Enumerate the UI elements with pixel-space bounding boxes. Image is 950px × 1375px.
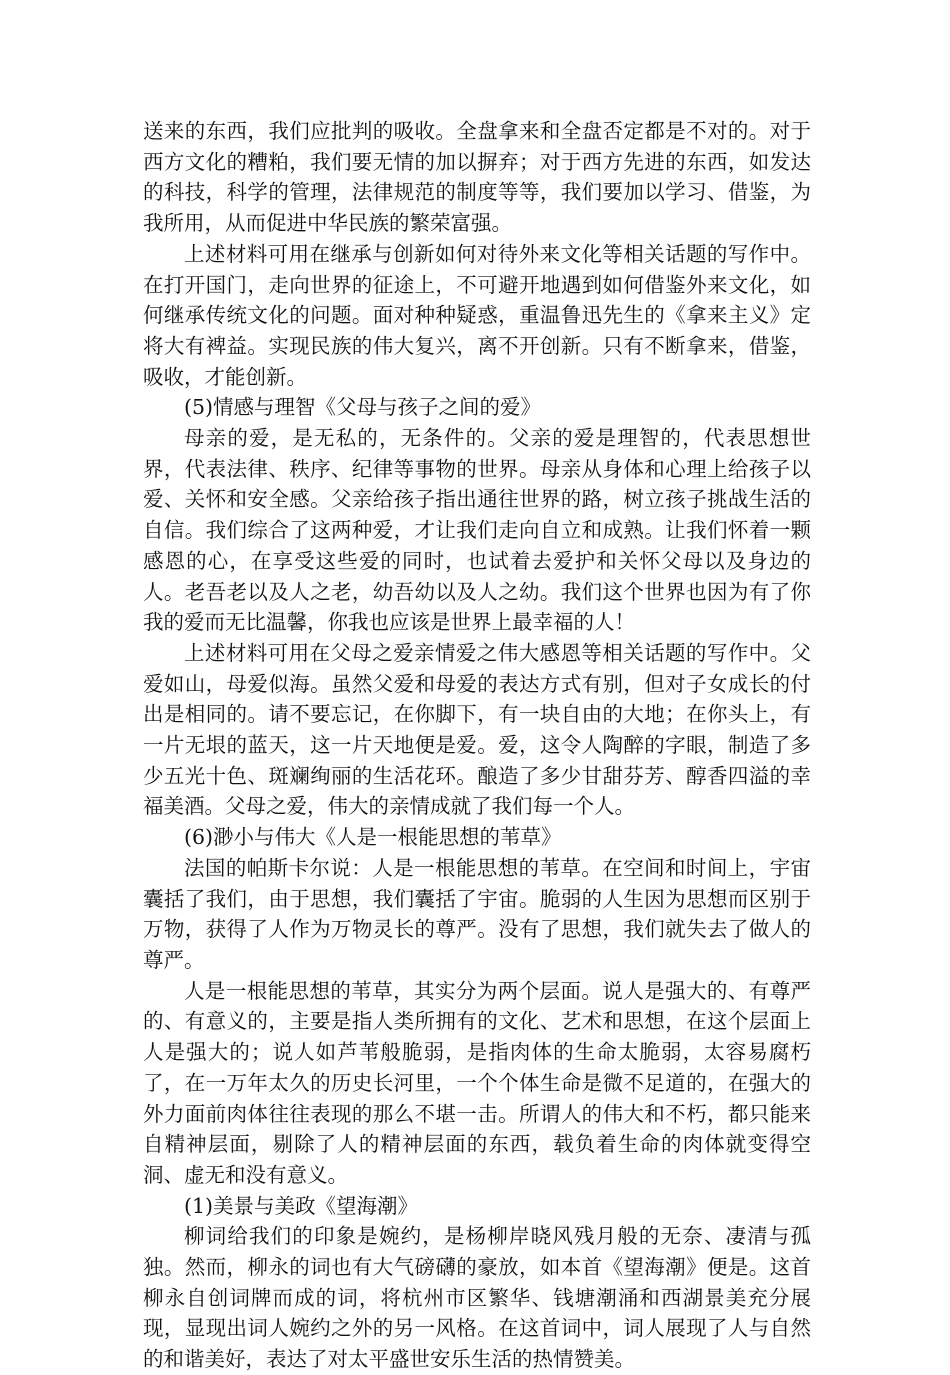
paragraph-continuation: 送来的东西，我们应批判的吸收。全盘拿来和全盘否定都是不对的。对于西方文化的糟粕，我们要无情的加以摒弃；对于西方先进的东西，如发达的科技，科学的管理，法律规范的制度等等，我们要加以学习、借鉴，为我所用，从而促进中华民族的繁荣富强。 bbox=[143, 119, 811, 236]
paragraph-material: 母亲的爱，是无私的，无条件的。父亲的爱是理智的，代表思想世界，代表法律、秩序、纪律等事物的世界。母亲从身体和心理上给孩子以爱、关怀和安全感。父亲给孩子指出通往世界的路，树立孩子挑战生活的自信。我们综合了这两种爱，才让我们走向自立和成熟。让我们怀着一颗感恩的心，在享受这些爱的同时，也试着去爱护和关怀父母以及身边的人。老吾老以及人之老，幼吾幼以及人之幼。我们这个世界也因为有了你我的爱而无比温馨，你我也应该是世界上最幸福的人！ bbox=[143, 426, 811, 635]
paragraph-material: 柳词给我们的印象是婉约，是杨柳岸晓风残月般的无奈、凄清与孤独。然而，柳永的词也有大气磅礴的豪放，如本首《望海潮》便是。这首柳永自创词牌而成的词，将杭州市区繁华、钱塘潮涌和西湖景美充分展现，显现出词人婉约之外的另一风格。在这首词中，词人展现了人与自然的和谐美好，表达了对太平盛世安乐生活的热情赞美。 bbox=[143, 1224, 811, 1372]
section-heading: (6)渺小与伟大《人是一根能思想的苇草》 bbox=[184, 825, 562, 850]
section-heading: (5)情感与理智《父母与孩子之间的爱》 bbox=[184, 395, 542, 420]
paragraph-commentary: 上述材料可用在继承与创新如何对待外来文化等相关话题的写作中。在打开国门，走向世界的征途上，不可避开地遇到如何借鉴外来文化，如何继承传统文化的问题。面对种种疑惑，重温鲁迅先生的《拿来主义》定将大有裨益。实现民族的伟大复兴，离不开创新。只有不断拿来，借鉴，吸收，才能创新。 bbox=[143, 241, 811, 389]
document-body bbox=[143, 116, 811, 1375]
paragraph-material: 法国的帕斯卡尔说：人是一根能思想的苇草。在空间和时间上，宇宙囊括了我们，由于思想，我们囊括了宇宙。脆弱的人生因为思想而区别于万物，获得了人作为万物灵长的尊严。没有了思想，我们就失去了做人的尊严。 bbox=[143, 855, 811, 972]
paragraph-commentary: 上述材料可用在父母之爱亲情爱之伟大感恩等相关话题的写作中。父爱如山，母爱似海。虽然父爱和母爱的表达方式有别，但对子女成长的付出是相同的。请不要忘记，在你脚下，有一块自由的大地；在你头上，有一片无垠的蓝天，这一片天地便是爱。爱，这令人陶醉的字眼，制造了多少五光十色、斑斓绚丽的生活花环。酿造了多少甘甜芬芳、醇香四溢的幸福美酒。父母之爱，伟大的亲情成就了我们每一个人。 bbox=[143, 640, 811, 819]
section-heading: (1)美景与美政《望海潮》 bbox=[184, 1193, 419, 1218]
paragraph-commentary: 人是一根能思想的苇草，其实分为两个层面。说人是强大的、有尊严的、有意义的，主要是指人类所拥有的文化、艺术和思想，在这个层面上人是强大的；说人如芦苇般脆弱，是指肉体的生命太脆弱，太容易腐朽了，在一万年太久的历史长河里，一个个体生命是微不足道的，在强大的外力面前肉体往往表现的那么不堪一击。所谓人的伟大和不朽，都只能来自精神层面，剔除了人的精神层面的东西，载负着生命的肉体就变得空洞、虚无和没有意义。 bbox=[143, 978, 811, 1187]
